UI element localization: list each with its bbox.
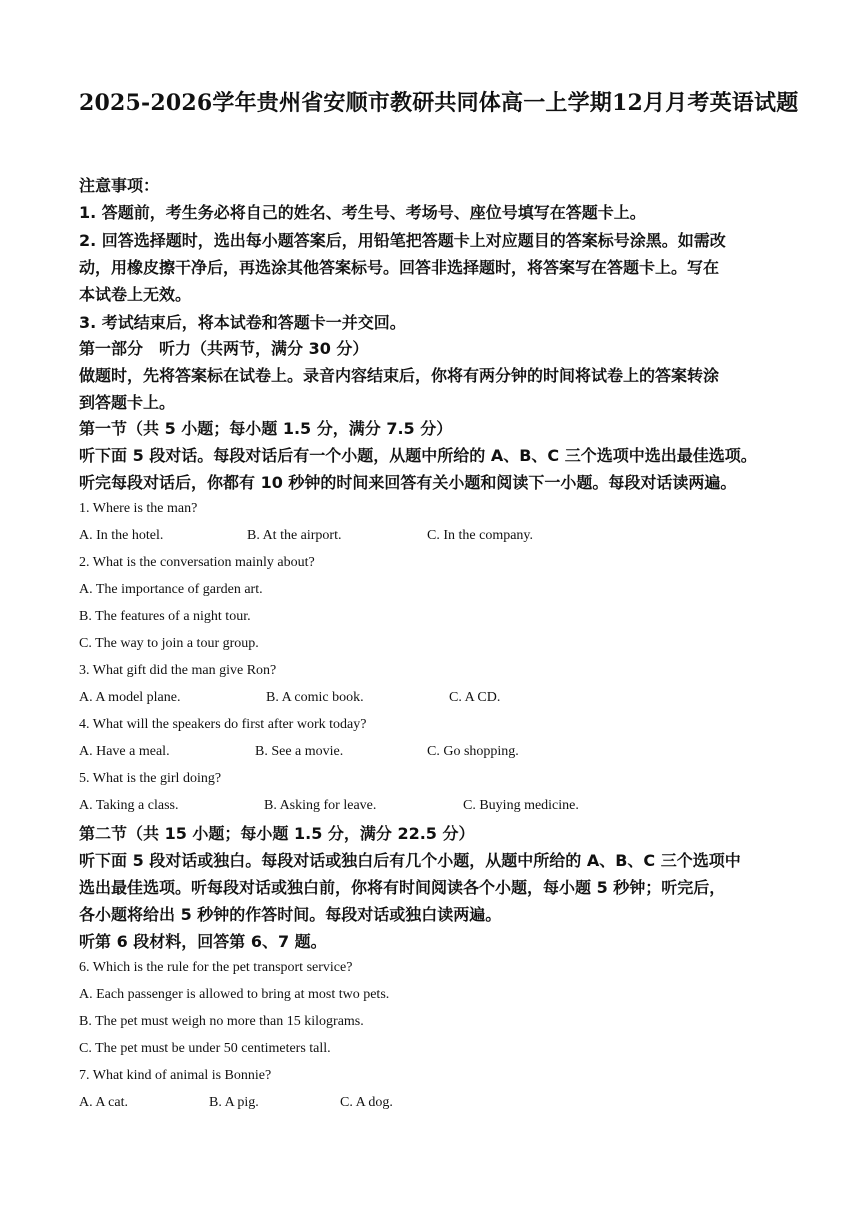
notice-item-1: 1. 答题前，考生务必将自己的姓名、考生号、考场号、座位号填写在答题卡上。 bbox=[79, 203, 646, 222]
question-3-option-c: C. A CD. bbox=[449, 690, 501, 705]
question-1-option-a: A. In the hotel. bbox=[79, 528, 164, 543]
question-4-stem: 4. What will the speakers do first after work today? bbox=[79, 717, 367, 732]
part1-heading: 第一部分 听力（共两节，满分 30 分） bbox=[79, 339, 369, 358]
question-6-option-a: A. Each passenger is allowed to bring at most two pets. bbox=[79, 987, 390, 1002]
section2-instruction-line-2: 选出最佳选项。听每段对话或独白前，你将有时间阅读各个小题，每小题 5 秒钟；听完后， bbox=[79, 878, 726, 897]
section1-heading: 第一节（共 5 小题；每小题 1.5 分，满分 7.5 分） bbox=[79, 419, 453, 438]
question-3-stem: 3. What gift did the man give Ron? bbox=[79, 663, 277, 678]
notice-heading: 注意事项： bbox=[79, 176, 160, 195]
section2-heading: 第二节（共 15 小题；每小题 1.5 分，满分 22.5 分） bbox=[79, 824, 475, 843]
question-2-option-c: C. The way to join a tour group. bbox=[79, 636, 259, 651]
section1-instruction-line-2: 听完每段对话后，你都有 10 秒钟的时间来回答有关小题和阅读下一小题。每段对话读两遍。 bbox=[79, 473, 737, 492]
question-7-option-a: A. A cat. bbox=[79, 1095, 128, 1110]
question-7-option-b: B. A pig. bbox=[209, 1095, 259, 1110]
question-5-option-a: A. Taking a class. bbox=[79, 798, 179, 813]
question-3-option-a: A. A model plane. bbox=[79, 690, 181, 705]
section1-instruction-line-1: 听下面 5 段对话。每段对话后有一个小题，从题中所给的 A、B、C 三个选项中选出最佳选项。 bbox=[79, 446, 757, 465]
material-6-heading: 听第 6 段材料，回答第 6、7 题。 bbox=[79, 932, 327, 951]
question-5-option-b: B. Asking for leave. bbox=[264, 798, 377, 813]
question-1-option-b: B. At the airport. bbox=[247, 528, 342, 543]
question-6-option-b: B. The pet must weigh no more than 15 kilograms. bbox=[79, 1014, 364, 1029]
question-1-option-c: C. In the company. bbox=[427, 528, 534, 543]
question-4-option-b: B. See a movie. bbox=[255, 744, 344, 759]
question-6-stem: 6. Which is the rule for the pet transport service? bbox=[79, 960, 353, 975]
section2-instruction-line-3: 各小题将给出 5 秒钟的作答时间。每段对话或独白读两遍。 bbox=[79, 905, 502, 924]
question-6-option-c: C. The pet must be under 50 centimeters tall. bbox=[79, 1041, 331, 1056]
question-2-stem: 2. What is the conversation mainly about? bbox=[79, 555, 315, 570]
notice-item-2-line-1: 2. 回答选择题时，选出每小题答案后，用铅笔把答题卡上对应题目的答案标号涂黑。如需改 bbox=[79, 231, 726, 250]
part1-instruction-line-1: 做题时，先将答案标在试卷上。录音内容结束后，你将有两分钟的时间将试卷上的答案转涂 bbox=[79, 366, 720, 385]
notice-item-3: 3. 考试结束后，将本试卷和答题卡一并交回。 bbox=[79, 313, 406, 332]
part1-instruction-line-2: 到答题卡上。 bbox=[79, 393, 176, 412]
question-7-stem: 7. What kind of animal is Bonnie? bbox=[79, 1068, 272, 1083]
question-5-option-c: C. Buying medicine. bbox=[463, 798, 579, 813]
section2-instruction-line-1: 听下面 5 段对话或独白。每段对话或独白后有几个小题，从题中所给的 A、B、C 三个选项中 bbox=[79, 851, 741, 870]
question-4-option-a: A. Have a meal. bbox=[79, 744, 170, 759]
question-7-option-c: C. A dog. bbox=[340, 1095, 393, 1110]
notice-item-2-line-3: 本试卷上无效。 bbox=[79, 285, 192, 304]
question-2-option-a: A. The importance of garden art. bbox=[79, 582, 263, 597]
question-5-stem: 5. What is the girl doing? bbox=[79, 771, 222, 786]
question-4-option-c: C. Go shopping. bbox=[427, 744, 519, 759]
exam-title: 2025-2026学年贵州省安顺市教研共同体高一上学期12月月考英语试题 bbox=[79, 90, 799, 116]
question-3-option-b: B. A comic book. bbox=[266, 690, 364, 705]
question-2-option-b: B. The features of a night tour. bbox=[79, 609, 251, 624]
question-1-stem: 1. Where is the man? bbox=[79, 501, 198, 516]
notice-item-2-line-2: 动，用橡皮擦干净后，再选涂其他答案标号。回答非选择题时，将答案写在答题卡上。写在 bbox=[79, 258, 720, 277]
